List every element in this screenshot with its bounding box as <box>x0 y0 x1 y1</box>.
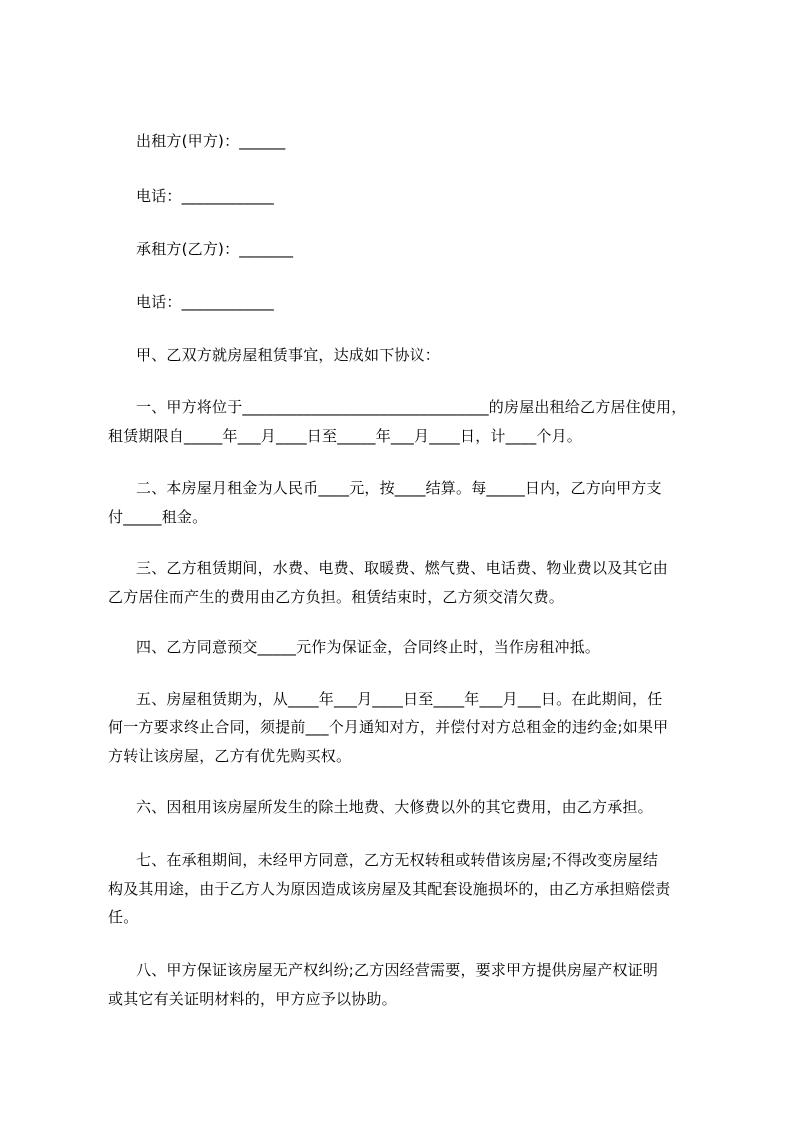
lessor-line: 出租方(甲方)：______ <box>136 132 286 150</box>
clause-4-line-1: 四、乙方同意预交_____元作为保证金，合同终止时，当作房租冲抵。 <box>136 638 601 656</box>
lessee-phone-line: 电话：____________ <box>136 293 275 311</box>
clause-7-line-2: 构及其用途，由于乙方人为原因造成该房屋及其配套设施损坏的，由乙方承担赔偿责 <box>108 880 671 898</box>
clause-1-line-1: 一、甲方将位于________________________________的房屋出租给乙方居住使用， <box>136 398 687 416</box>
clause-5-line-2: 何一方要求终止合同，须提前___个月通知对方，并偿付对方总租金的违约金;如果甲 <box>108 718 669 736</box>
intro-paragraph: 甲、乙双方就房屋租赁事宜，达成如下协议： <box>136 346 441 364</box>
lessor-phone-line: 电话：____________ <box>136 187 275 205</box>
clause-5-line-3: 方转让该房屋，乙方有优先购买权。 <box>108 747 352 765</box>
clause-6-line-1: 六、因租用该房屋所发生的除土地费、大修费以外的其它费用，由乙方承担。 <box>136 798 653 816</box>
clause-2-line-1: 二、本房屋月租金为人民币____元，按____结算。每_____日内，乙方向甲方支 <box>136 479 662 497</box>
clause-3-line-2: 乙方居住而产生的费用由乙方负担。租赁结束时，乙方须交清欠费。 <box>108 588 565 606</box>
clause-1-line-2: 租赁期限自_____年___月____日至_____年___月____日，计____个月。 <box>108 427 583 445</box>
clause-8-line-2: 或其它有关证明材料的，甲方应予以协助。 <box>108 990 397 1008</box>
clause-7-line-3: 任。 <box>108 908 139 926</box>
lessee-line: 承租方(乙方)：_______ <box>136 240 294 258</box>
clause-5-line-1: 五、房屋租赁期为，从____年___月____日至____年___月___日。在此期间，任 <box>136 690 663 708</box>
clause-3-line-1: 三、乙方租赁期间，水费、电费、取暖费、燃气费、电话费、物业费以及其它由 <box>136 559 669 577</box>
clause-8-line-1: 八、甲方保证该房屋无产权纠纷;乙方因经营需要，要求甲方提供房屋产权证明 <box>136 961 659 979</box>
clause-7-line-1: 七、在承租期间，未经甲方同意，乙方无权转租或转借该房屋;不得改变房屋结 <box>136 851 659 869</box>
clause-2-line-2: 付_____租金。 <box>108 508 208 526</box>
